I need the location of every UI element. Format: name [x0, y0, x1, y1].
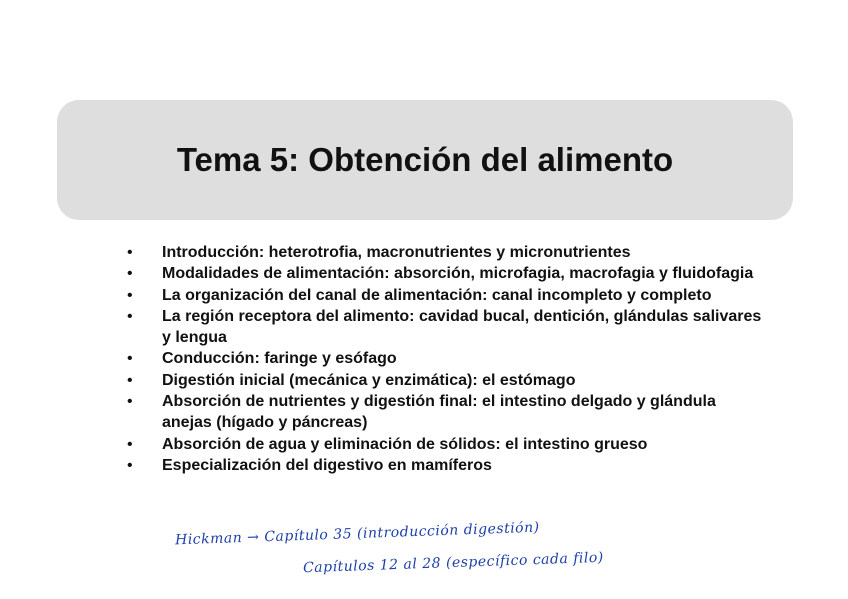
- bullet-icon: •: [127, 350, 133, 368]
- list-item-text: Introducción: heterotrofia, macronutrientes y micronutrientes: [162, 244, 631, 261]
- list-item-text: Digestión inicial (mecánica y enzimática): el estómago: [162, 371, 576, 389]
- list-item-text: Absorción de nutrientes y digestión final: el intestino delgado y glándula anejas (hígado y páncreas): [162, 393, 716, 432]
- bullet-icon: •: [127, 244, 133, 261]
- handwritten-note-line: Hickman → Capítulo 35 (introducción digestión): [174, 519, 540, 549]
- list-item-text: Modalidades de alimentación: absorción, microfagia, macrofagia y fluidofagia: [162, 265, 754, 283]
- list-item: [125, 306, 765, 349]
- bullet-icon: •: [127, 307, 133, 325]
- list-item: [125, 391, 765, 434]
- list-item-text: Conducción: faringe y esófago: [162, 350, 397, 368]
- handwritten-note-line: Capítulos 12 al 28 (específico cada filo): [302, 549, 605, 577]
- handwritten-notes: [170, 520, 730, 590]
- list-item: [125, 455, 765, 476]
- list-item-text: La región receptora del alimento: cavidad bucal, dentición, glándulas salivares y lengua: [162, 307, 762, 347]
- list-item-text: Absorción de agua y eliminación de sólidos: el intestino grueso: [162, 435, 648, 453]
- bullet-icon: •: [127, 286, 133, 304]
- list-item: [125, 434, 765, 455]
- bullet-icon: •: [127, 371, 133, 389]
- bullet-icon: •: [127, 265, 133, 283]
- list-item: [125, 348, 765, 369]
- list-item: [125, 285, 765, 306]
- list-item: [125, 242, 765, 263]
- topic-list: [125, 242, 765, 476]
- list-item: [125, 263, 765, 284]
- title-banner: [57, 100, 793, 220]
- slide-title: Tema 5: Obtención del alimento: [176, 141, 674, 178]
- bullet-icon: •: [127, 393, 133, 411]
- bullet-icon: •: [127, 435, 133, 453]
- list-item-text: Especialización del digestivo en mamíferos: [162, 456, 492, 474]
- list-item-text: La organización del canal de alimentación: canal incompleto y completo: [162, 286, 712, 304]
- list-item: [125, 370, 765, 391]
- bullet-icon: •: [127, 456, 133, 474]
